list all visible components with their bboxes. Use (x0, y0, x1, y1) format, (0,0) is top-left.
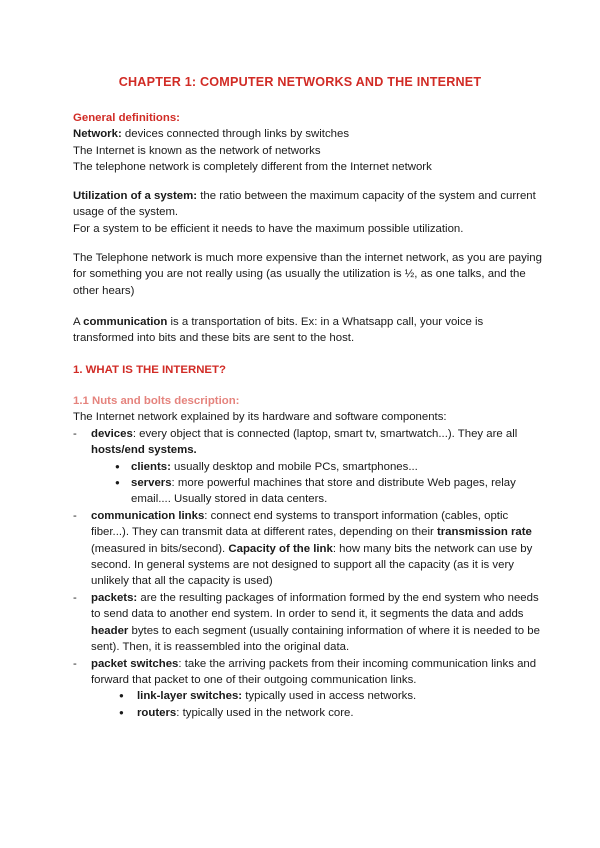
packet-switches-def: : take the arriving packets from their incoming communication links and forward that packet to one of their outgoing communication links. (91, 657, 537, 686)
servers-term: servers (131, 477, 172, 490)
general-definitions-block (73, 110, 543, 176)
transmission-rate-term: transmission rate (436, 526, 532, 539)
general-definitions-heading: General definitions: (73, 112, 180, 124)
network-term: Network: (73, 128, 122, 141)
network-def: devices connected through links by switches (121, 128, 350, 141)
section-1-heading: 1. WHAT IS THE INTERNET? (73, 364, 226, 376)
link-layer-def: typically used in access networks. (242, 690, 417, 703)
utilization-def: the ratio between the maximum capacity of the system and current usage of the system. (73, 190, 536, 219)
packets-def-2: bytes to each segment (usually containing information of where it is needed to be sent). Then, it is reassembled into the original data. (91, 624, 540, 654)
clients-item (73, 459, 543, 475)
chapter-title: CHAPTER 1: COMPUTER NETWORKS AND THE INTERNET (118, 75, 482, 89)
telephone-paragraph: The Telephone network is much more expensive than the internet network, as you are paying for something you are not really using (as usually the utilization is ½, as one talks, and the other hears) (73, 252, 542, 297)
routers-term: routers (137, 706, 177, 719)
utilization-definition (73, 188, 543, 221)
subsection-1-1-heading: 1.1 Nuts and bolts description: (73, 395, 240, 407)
nuts-bolts-block (73, 393, 543, 721)
links-def-1: : connect end systems to transport information (cables, optic fiber...). They can transmit data at different rates, depending on their (91, 509, 509, 539)
devices-item (73, 426, 543, 459)
clients-term: clients: (131, 460, 171, 473)
telephone-line: The telephone network is completely different from the Internet network (73, 161, 432, 174)
links-def-3: : how many bits the network can use by second. In general systems are not designed to support all the capacity (as it is very unlikely that all the capacity is used) (91, 542, 533, 588)
efficiency-line: For a system to be efficient it needs to have the maximum possible utilization. (73, 222, 464, 235)
communication-links-item (73, 508, 543, 590)
telephone-paragraph-block (73, 250, 543, 299)
links-term: communication links (91, 509, 205, 522)
header-term: header (91, 624, 129, 637)
communication-term: communication (83, 316, 168, 328)
capacity-term: Capacity of the link (228, 542, 333, 555)
links-def-2: (measured in bits/second). (91, 542, 229, 555)
servers-def: : more powerful machines that store and distribute Web pages, relay email.... Usually stored in data centers. (131, 477, 516, 506)
devices-def: : every object that is connected (laptop, smart tv, smartwatch...). They are all (132, 427, 518, 440)
communication-pre: A (73, 316, 84, 328)
routers-item (73, 705, 543, 721)
communication-post: is a transportation of bits. Ex: in a Whatsapp call, your voice is transformed into bits and these bits are sent to the host. (73, 316, 484, 345)
clients-def: usually desktop and mobile PCs, smartphones... (170, 460, 418, 473)
communication-paragraph (73, 314, 543, 347)
communication-block (73, 314, 543, 347)
servers-item (73, 475, 543, 508)
utilization-block (73, 188, 543, 237)
packet-switches-term: packet switches (91, 657, 179, 670)
routers-def: : typically used in the network core. (176, 706, 354, 719)
utilization-term: Utilization of a system: (73, 190, 198, 202)
nuts-bolts-intro: The Internet network explained by its hardware and software components: (73, 411, 447, 424)
packet-switches-item (73, 656, 543, 689)
packets-item (73, 590, 543, 656)
packets-def-1: are the resulting packages of information formed by the end system who needs to send data to another end system. In order to send it, it segments the data and adds (91, 591, 539, 621)
hosts-term: hosts/end systems. (91, 444, 197, 457)
link-layer-term: link-layer switches: (137, 690, 243, 703)
section-1-block (73, 362, 543, 378)
link-layer-switches-item (73, 688, 543, 704)
packets-term: packets: (91, 591, 138, 604)
internet-line: The Internet is known as the network of networks (73, 144, 321, 157)
network-definition (73, 126, 543, 142)
devices-term: devices (91, 427, 133, 440)
